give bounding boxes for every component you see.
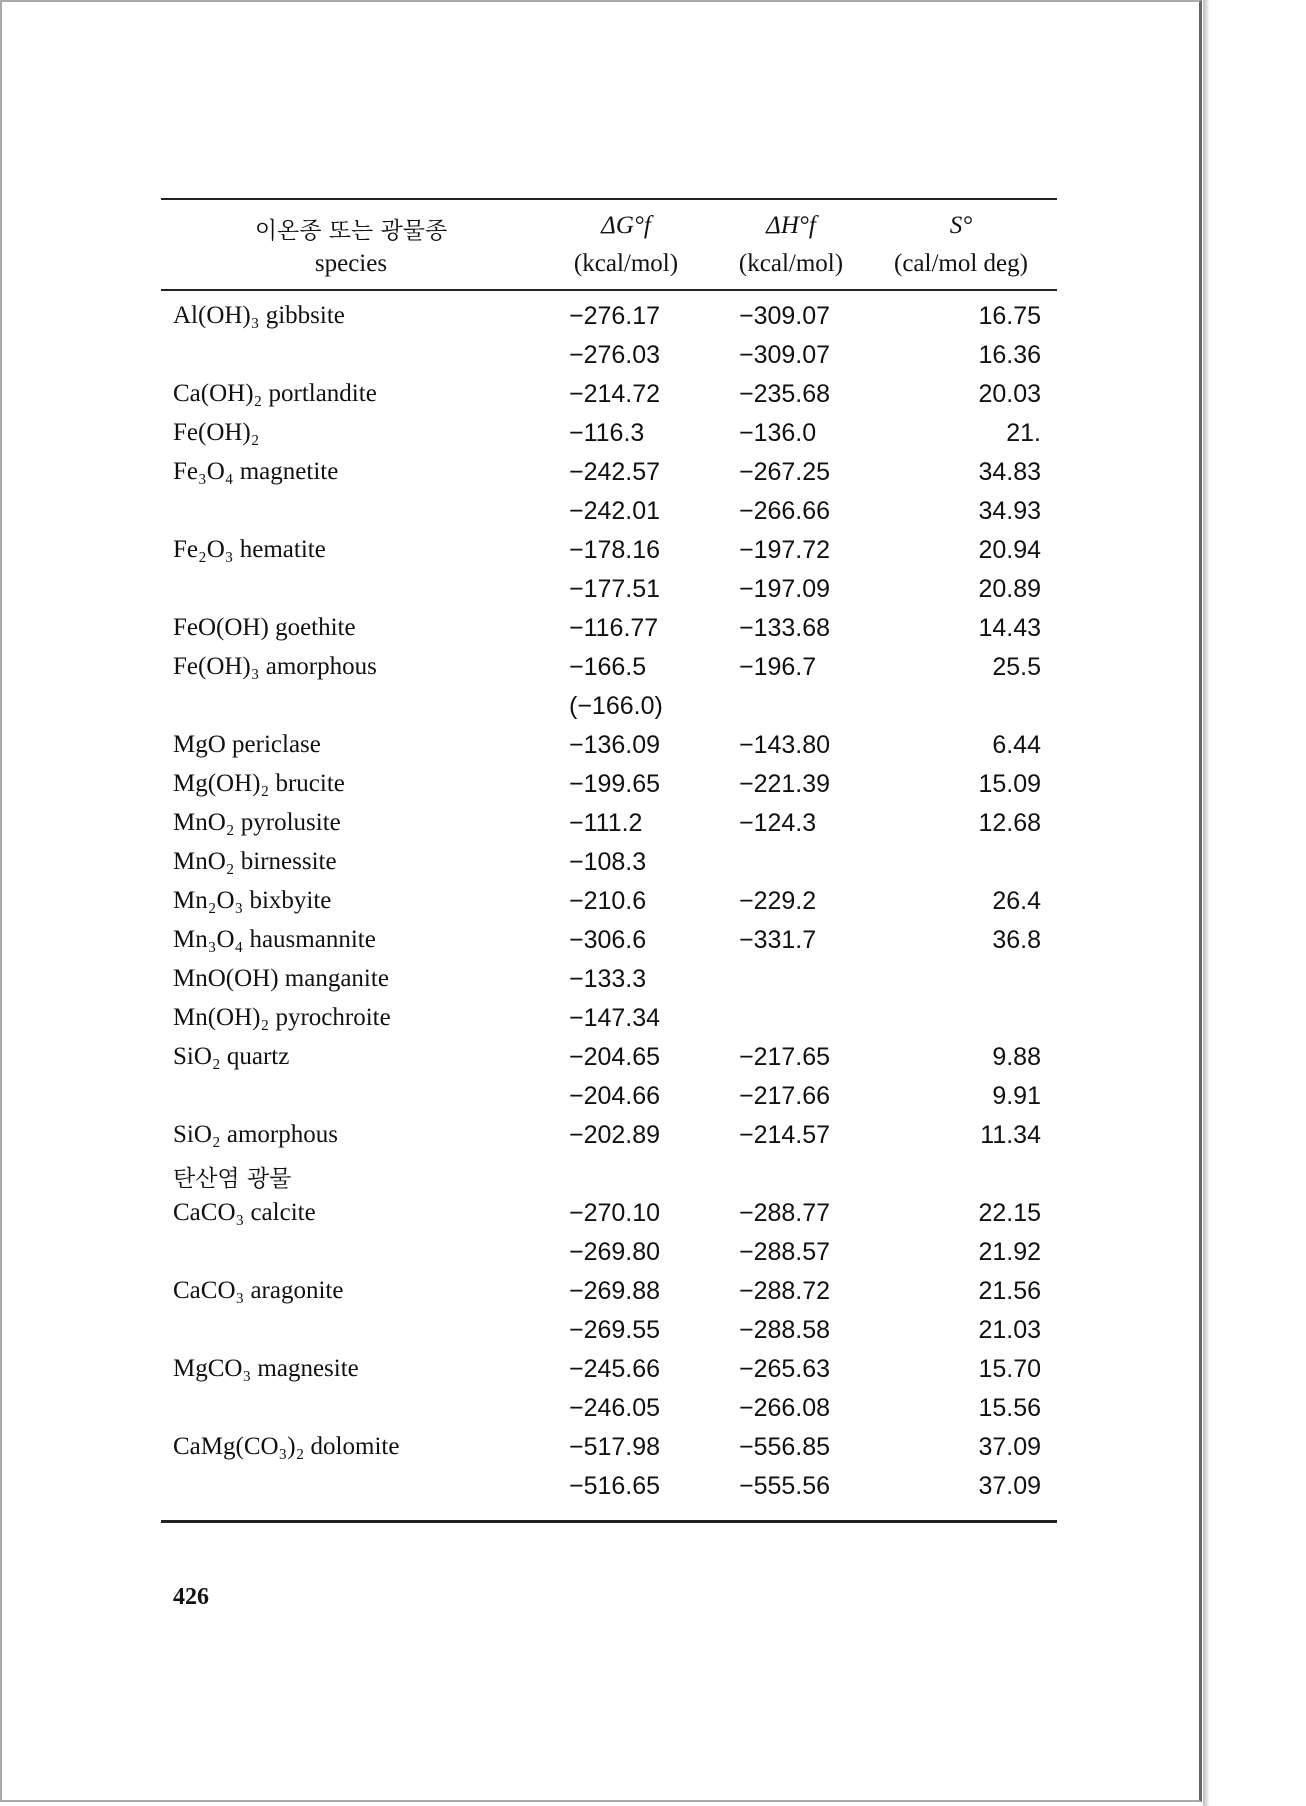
header-gibbs-unit: (kcal/mol) [573, 250, 679, 277]
table-row [161, 809, 1057, 848]
table-row [161, 419, 1057, 458]
page-edge [1203, 0, 1209, 1806]
table-row [161, 1394, 1057, 1433]
gibbs-value: −306.6 [569, 926, 647, 954]
entropy-value: 21.56 [978, 1277, 1041, 1305]
species-name: CaCO₃ aragonite [173, 1277, 344, 1304]
species-name: MgCO₃ magnesite [173, 1355, 359, 1382]
enthalpy-value: −196.7 [739, 653, 817, 681]
header-entropy-symbol: S° [949, 212, 973, 239]
table-row [161, 380, 1057, 419]
entropy-value: 34.83 [978, 458, 1041, 486]
species-name: CaCO₃ calcite [173, 1199, 316, 1226]
enthalpy-value: −229.2 [739, 887, 817, 915]
entropy-value: 21.03 [978, 1316, 1041, 1344]
entropy-value: 11.34 [980, 1121, 1041, 1149]
gibbs-value: −269.80 [569, 1238, 661, 1266]
table-row [161, 1355, 1057, 1394]
entropy-value: 16.36 [978, 341, 1041, 369]
table-row [161, 1277, 1057, 1316]
enthalpy-value: −288.57 [739, 1238, 831, 1266]
gibbs-value: −133.3 [569, 965, 647, 993]
gibbs-value: −116.3 [569, 419, 645, 447]
table-row [161, 497, 1057, 536]
gibbs-value: −166.5 [569, 653, 647, 681]
thermodynamic-data-table [161, 198, 1057, 1523]
enthalpy-value: −288.77 [739, 1199, 831, 1227]
species-name: 탄산염 광물 [173, 1166, 292, 1192]
entropy-value: 12.68 [978, 809, 1041, 837]
table-row [161, 887, 1057, 926]
entropy-value: 9.88 [992, 1043, 1041, 1071]
gibbs-value: −204.66 [569, 1082, 661, 1110]
gibbs-value: −245.66 [569, 1355, 661, 1383]
species-name: SiO₂ amorphous [173, 1121, 338, 1148]
table-row [161, 692, 1057, 731]
species-name: Fe₂O₃ hematite [173, 536, 326, 563]
gibbs-value: −210.6 [569, 887, 647, 915]
header-enthalpy-unit: (kcal/mol) [738, 250, 844, 277]
gibbs-value: −242.57 [569, 458, 661, 486]
enthalpy-value: −143.80 [739, 731, 831, 759]
table-row [161, 1121, 1057, 1160]
species-name: FeO(OH) goethite [173, 614, 356, 641]
page-number: 426 [173, 1584, 209, 1610]
gibbs-value: −178.16 [569, 536, 661, 564]
species-name: Mg(OH)₂ brucite [173, 770, 345, 797]
gibbs-value: −276.17 [569, 302, 661, 330]
table-row [161, 1472, 1057, 1511]
species-name: Ca(OH)₂ portlandite [173, 380, 377, 407]
entropy-value: 9.91 [992, 1082, 1041, 1110]
enthalpy-value: −235.68 [739, 380, 831, 408]
entropy-value: 26.4 [992, 887, 1041, 915]
entropy-value: 16.75 [978, 302, 1041, 330]
header-species-english: species [314, 250, 388, 277]
gibbs-value: −516.65 [569, 1472, 661, 1500]
species-name: SiO₂ quartz [173, 1043, 290, 1070]
species-name: MnO₂ birnessite [173, 848, 337, 875]
enthalpy-value: −136.0 [739, 419, 817, 447]
header-species-korean: 이온종 또는 광물종 [254, 218, 448, 244]
enthalpy-value: −309.07 [739, 302, 831, 330]
enthalpy-value: −197.09 [739, 575, 831, 603]
gibbs-value: −246.05 [569, 1394, 661, 1422]
entropy-value: 6.44 [992, 731, 1041, 759]
species-name: Fe₃O₄ magnetite [173, 458, 339, 485]
bottom-rule [161, 1520, 1057, 1523]
enthalpy-value: −288.72 [739, 1277, 831, 1305]
entropy-value: 25.5 [992, 653, 1041, 681]
table-row [161, 770, 1057, 809]
enthalpy-value: −221.39 [739, 770, 831, 798]
table-row [161, 1433, 1057, 1472]
enthalpy-value: −266.08 [739, 1394, 831, 1422]
gibbs-value: −111.2 [569, 809, 643, 837]
enthalpy-value: −266.66 [739, 497, 831, 525]
gibbs-value: −269.88 [569, 1277, 661, 1305]
species-name: MgO periclase [173, 731, 321, 758]
enthalpy-value: −217.65 [739, 1043, 831, 1071]
entropy-value: 37.09 [978, 1433, 1041, 1461]
entropy-value: 20.94 [978, 536, 1041, 564]
gibbs-value: −147.34 [569, 1004, 661, 1032]
gibbs-value: −242.01 [569, 497, 661, 525]
enthalpy-value: −214.57 [739, 1121, 831, 1149]
gibbs-value: −116.77 [569, 614, 659, 642]
entropy-value: 20.89 [978, 575, 1041, 603]
entropy-value: 15.56 [978, 1394, 1041, 1422]
table-row [161, 731, 1057, 770]
species-name: Mn₃O₄ hausmannite [173, 926, 376, 953]
table-body [161, 291, 1057, 1520]
entropy-value: 15.09 [978, 770, 1041, 798]
enthalpy-value: −124.3 [739, 809, 817, 837]
header-enthalpy-symbol: ΔH°f [766, 212, 816, 239]
table-row [161, 926, 1057, 965]
header-gibbs-symbol: ΔG°f [601, 212, 651, 239]
entropy-value: 21.92 [978, 1238, 1041, 1266]
gibbs-value: −204.65 [569, 1043, 661, 1071]
gibbs-value: −108.3 [569, 848, 647, 876]
table-row [161, 614, 1057, 653]
species-name: Al(OH)₃ gibbsite [173, 302, 345, 329]
enthalpy-value: −288.58 [739, 1316, 831, 1344]
species-name: MnO(OH) manganite [173, 965, 389, 992]
enthalpy-value: −556.85 [739, 1433, 831, 1461]
enthalpy-value: −309.07 [739, 341, 831, 369]
gibbs-value: −269.55 [569, 1316, 661, 1344]
entropy-value: 37.09 [978, 1472, 1041, 1500]
enthalpy-value: −555.56 [739, 1472, 831, 1500]
gibbs-value: −136.09 [569, 731, 661, 759]
gibbs-value: −270.10 [569, 1199, 661, 1227]
enthalpy-value: −197.72 [739, 536, 831, 564]
entropy-value: 14.43 [978, 614, 1041, 642]
gibbs-value: −177.51 [569, 575, 661, 603]
table-row [161, 965, 1057, 1004]
gibbs-value: −202.89 [569, 1121, 661, 1149]
entropy-value: 15.70 [978, 1355, 1041, 1383]
entropy-value: 21. [1006, 419, 1041, 447]
table-row [161, 575, 1057, 614]
table-row [161, 1316, 1057, 1355]
gibbs-value: −214.72 [569, 380, 661, 408]
entropy-value: 20.03 [978, 380, 1041, 408]
gibbs-value: −276.03 [569, 341, 661, 369]
table-row [161, 1160, 1057, 1199]
table-row [161, 848, 1057, 887]
table-header [161, 200, 1057, 291]
table-row [161, 458, 1057, 497]
table-row [161, 1082, 1057, 1121]
gibbs-value: (−166.0) [569, 692, 663, 720]
gibbs-value: −517.98 [569, 1433, 661, 1461]
table-row [161, 341, 1057, 380]
table-row [161, 302, 1057, 341]
table-row [161, 653, 1057, 692]
species-name: Mn₂O₃ bixbyite [173, 887, 332, 914]
enthalpy-value: −133.68 [739, 614, 831, 642]
table-row [161, 536, 1057, 575]
species-name: Mn(OH)₂ pyrochroite [173, 1004, 391, 1031]
table-row [161, 1043, 1057, 1082]
entropy-value: 36.8 [992, 926, 1041, 954]
table-row [161, 1004, 1057, 1043]
species-name: Fe(OH)₂ [173, 419, 260, 446]
entropy-value: 22.15 [978, 1199, 1041, 1227]
species-name: Fe(OH)₃ amorphous [173, 653, 377, 680]
entropy-value: 34.93 [978, 497, 1041, 525]
header-entropy-unit: (cal/mol deg) [894, 250, 1028, 277]
enthalpy-value: −265.63 [739, 1355, 831, 1383]
enthalpy-value: −267.25 [739, 458, 831, 486]
table-row [161, 1199, 1057, 1238]
table-row [161, 1238, 1057, 1277]
species-name: CaMg(CO₃)₂ dolomite [173, 1433, 400, 1460]
enthalpy-value: −331.7 [739, 926, 817, 954]
gibbs-value: −199.65 [569, 770, 661, 798]
species-name: MnO₂ pyrolusite [173, 809, 341, 836]
enthalpy-value: −217.66 [739, 1082, 831, 1110]
